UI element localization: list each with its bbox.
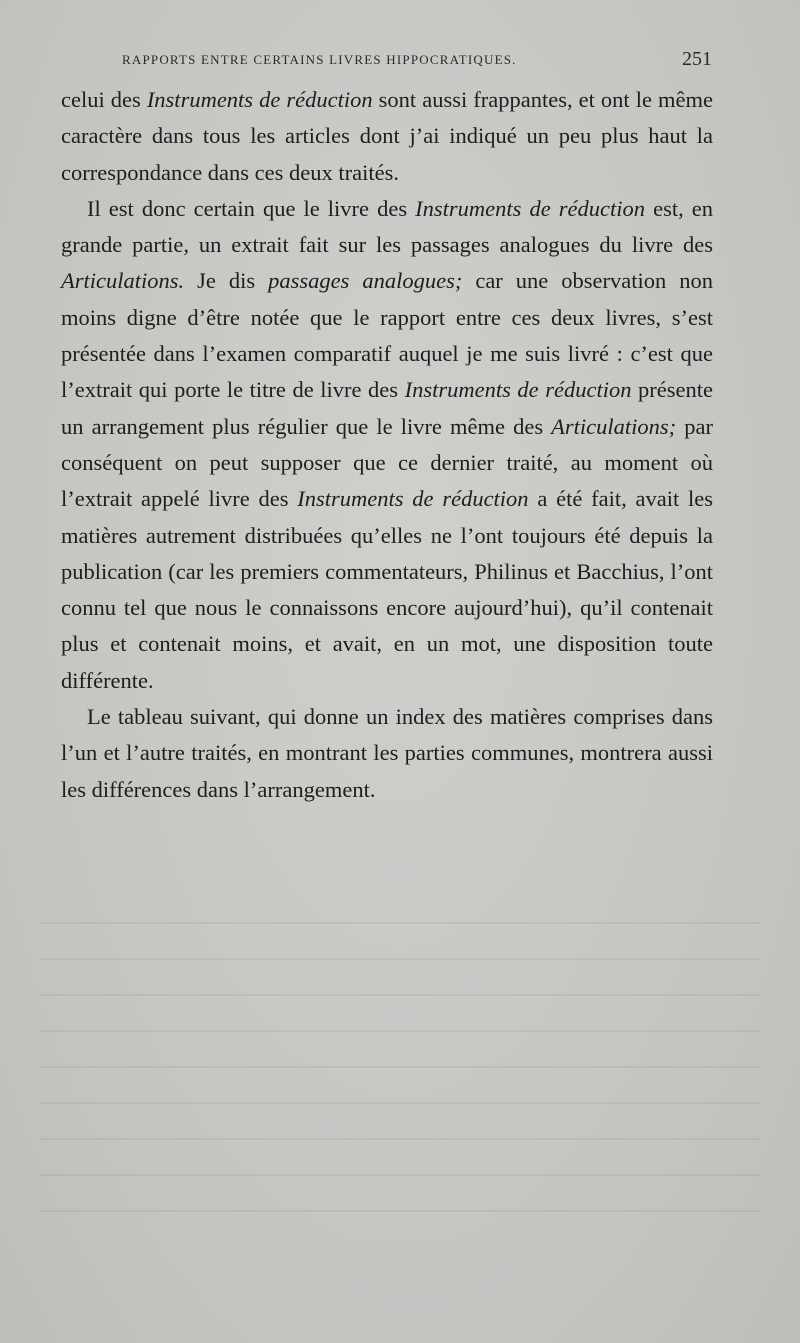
italic-title: Articulations; [551,413,677,439]
italic-title: Articulations. [61,268,185,294]
italic-title: Instruments de réduction [404,377,632,403]
italic-title: Instruments de réduction [415,195,646,221]
text-run: Le tableau suivant, qui donne un index des matières comprises dans l’un et l’autre traités, en montrant les parties communes, montrera aussi les différences dans l’arrangement. [61,704,713,802]
body-text [61,82,713,808]
show-through-texture [40,900,760,1240]
text-run: a été fait, avait les matières autrement distribuées qu’elles ne l’ont toujours été depuis la publication (car les premiers commentateurs, Philinus et Bacchius, l’ont connu tel que nous le connaissons encore aujourd’hui), qu’il contenait plus et contenait moins, et avait, en un mot, une disposition toute différente. [61,486,713,693]
paragraph-2 [61,191,713,699]
italic-title: Instruments de réduction [297,486,529,512]
text-run: est, en grande partie, un extrait fait sur les passages analogues du livre des [61,195,714,258]
page-number: 251 [682,48,712,70]
paragraph-3 [61,699,713,808]
running-header [122,48,712,72]
text-run: Je dis [184,268,269,294]
text-run: car une observation non moins digne d’être notée que le rapport entre ces deux livres, s’est présentée dans l’examen comparatif auquel je me suis livré : c’est que l’extrait qui porte le titre de livre des [61,268,713,403]
text-run: sont aussi frappantes, et ont le même caractère dans tous les articles dont j’ai indiqué un peu plus haut la correspondance dans ces deux traités. [61,87,713,185]
text-run: par conséquent on peut supposer que ce dernier traité, au moment où l’extrait appelé livre des [61,413,713,512]
text-run: celui des [61,87,147,112]
italic-title: Instruments de réduction [146,87,373,112]
italic-title: passages analogues; [268,268,463,294]
text-run: présente un arrangement plus régulier que le livre même des [61,377,713,439]
running-title: RAPPORTS ENTRE CERTAINS LIVRES HIPPOCRATIQUES. [122,52,517,67]
text-run: Il est donc certain que le livre des [87,195,416,221]
paragraph-1 [61,82,713,191]
